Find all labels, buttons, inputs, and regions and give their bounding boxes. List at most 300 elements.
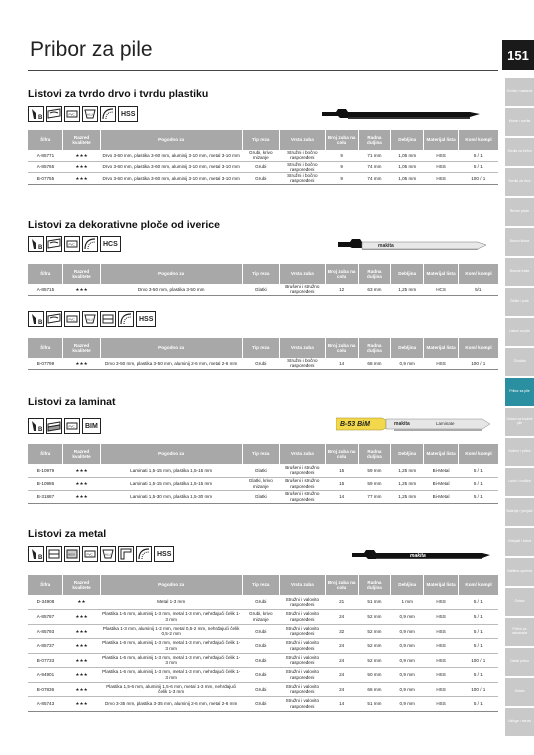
laminate-blade-image	[336, 414, 492, 434]
svg-text:makita: makita	[378, 243, 394, 249]
table-cell: Laminati 1,5-30 mm, plastika 1,5-30 mm	[100, 490, 242, 503]
table-cell: Stružni i valovito raspoređeni	[279, 682, 325, 697]
table-cell: B-10986	[28, 477, 63, 490]
table-cell: 52 mm	[358, 639, 391, 654]
table-cell: Grubi	[242, 173, 279, 185]
table-cell: 5 / 1	[459, 668, 498, 683]
column-header: Radna duljina	[358, 130, 391, 150]
table-cell: 100 / 1	[459, 358, 498, 369]
table-cell: Stružni i bočno raspoređeni	[279, 173, 325, 185]
table-cell: 1,05 mm	[391, 173, 424, 185]
spec-table-laminate	[28, 444, 498, 504]
table-cell: Drvo 3-50 mm, plastika 3-50 mm, aluminij 2-6 mm, metal 2-6 mm	[100, 358, 242, 369]
side-tab[interactable]: Svrdla za drvo	[505, 168, 534, 196]
table-cell: HSS	[424, 161, 459, 173]
column-header: Šifra	[28, 264, 63, 284]
table-cell: Grubi, krivo mizanje	[242, 610, 279, 625]
table-cell: 52 mm	[358, 653, 391, 668]
material-label: HSS	[136, 311, 156, 327]
spec-table-hardwood	[28, 130, 498, 185]
svg-text:B: B	[38, 320, 43, 326]
svg-text:PVC: PVC	[86, 552, 93, 557]
quality-stars: ★★★	[63, 697, 100, 712]
wood-icon	[46, 311, 62, 327]
b-shank-icon	[28, 546, 44, 562]
table-cell: Stružni i valovito raspoređeni	[279, 610, 325, 625]
column-header: Razred kvalitete	[63, 130, 100, 150]
table-cell: Grubi	[242, 595, 279, 610]
table-cell: Drvo 3-60 mm, plastika 3-60 mm, aluminij 3-10 mm, metal 3-10 mm	[100, 150, 242, 161]
table-cell: 74 mm	[358, 161, 391, 173]
column-header: Razred kvalitete	[63, 264, 100, 284]
table-cell: 5 / 1	[459, 624, 498, 639]
table-cell: 1,05 mm	[391, 150, 424, 161]
table-cell: 0,9 mm	[391, 653, 424, 668]
table-cell: 5 / 1	[459, 150, 498, 161]
table-cell: 9	[325, 161, 358, 173]
table-cell: A-85737	[28, 639, 63, 654]
table-cell: Grubi	[242, 358, 279, 369]
table-cell: 74 mm	[358, 173, 391, 185]
page-number: 151	[502, 40, 534, 70]
table-row	[28, 682, 498, 697]
svg-text:ALU: ALU	[87, 317, 93, 322]
column-header: Pogodno za	[100, 575, 242, 595]
decor-blade-image	[338, 237, 488, 253]
column-header: Šifra	[28, 130, 63, 150]
quality-stars: ★★★	[63, 624, 100, 639]
svg-text:B: B	[38, 427, 43, 433]
side-tab[interactable]: Odvijači / bitovi	[505, 528, 534, 556]
table-cell: Stružni i bočno raspoređeni	[279, 150, 325, 161]
column-header: Razred kvalitete	[63, 338, 100, 358]
table-cell: Grubi	[242, 624, 279, 639]
table-cell: Grubi	[242, 697, 279, 712]
table-cell: 59 mm	[358, 477, 391, 490]
column-header: Broj zuba na colu	[325, 338, 358, 358]
column-header: Kom/ kompl	[459, 338, 498, 358]
column-header: Vrsta zuba	[279, 575, 325, 595]
table-cell: Drvo 3-50 mm, plastika 3-50 mm	[100, 284, 242, 295]
table-row	[28, 358, 498, 369]
table-cell: Laminati 1,5-15 mm, plastika 1,5-15 mm	[100, 464, 242, 477]
table-cell: 24	[325, 639, 358, 654]
side-tab[interactable]: Ostalo	[505, 678, 534, 706]
table-cell: 51 mm	[358, 697, 391, 712]
column-header: Tip reza	[242, 338, 279, 358]
table-cell: Plastika 1-6 mm, aluminij 1-3 mm, metal 1-3 mm, nehrđajući čelik 1-3 mm	[100, 653, 242, 668]
table-cell: 1,25 mm	[391, 284, 424, 295]
quality-stars: ★★★	[63, 284, 100, 295]
material-label: HCS	[100, 236, 121, 252]
quality-stars: ★★★	[63, 477, 100, 490]
svg-text:B: B	[38, 245, 43, 251]
column-header: Šifra	[28, 575, 63, 595]
table-cell: 9	[325, 150, 358, 161]
metal-icon	[46, 546, 62, 562]
plastic-icon	[64, 106, 80, 122]
side-tab[interactable]: Pribor za usisavače	[505, 618, 534, 646]
table-cell: 100 / 1	[459, 173, 498, 185]
profile-icon	[118, 546, 134, 562]
metal-icon	[100, 311, 116, 327]
table-cell: Bi-Metal	[424, 464, 459, 477]
blade-laminate-text: Laminate	[436, 421, 455, 426]
side-tab[interactable]: Krune / svrdla	[505, 108, 534, 136]
svg-text:ALU: ALU	[87, 112, 93, 117]
side-tab[interactable]: Baterije / punjači	[505, 498, 534, 526]
svg-text:ALU: ALU	[105, 552, 111, 557]
quality-stars: ★★★	[63, 490, 100, 503]
side-tab[interactable]: Svrdla / nastavci	[505, 78, 534, 106]
table-cell: Grubi, krivo mizanje	[242, 150, 279, 161]
svg-text:INOX: INOX	[68, 552, 75, 557]
table-row	[28, 464, 498, 477]
quality-stars: ★★★	[63, 358, 100, 369]
table-cell: HSS	[424, 624, 459, 639]
table-cell: Glatki	[242, 490, 279, 503]
plastic-icon	[82, 546, 98, 562]
side-tab[interactable]: Zaštitna oprema	[505, 558, 534, 586]
column-header: Materijal lista	[424, 264, 459, 284]
metal-blade-image	[352, 547, 492, 563]
table-cell: 15	[325, 464, 358, 477]
table-cell: HSS	[424, 173, 459, 185]
column-header: Tip reza	[242, 264, 279, 284]
plastic-icon	[64, 311, 80, 327]
svg-text:makita: makita	[394, 421, 410, 427]
quality-stars: ★★★	[63, 682, 100, 697]
side-tab[interactable]: Rezne ploče	[505, 198, 534, 226]
table-cell: 24	[325, 653, 358, 668]
column-header: Radna duljina	[358, 444, 391, 464]
table-cell: 1,25 mm	[391, 490, 424, 503]
column-header: Pogodno za	[100, 338, 242, 358]
table-cell: Grubi	[242, 653, 279, 668]
table-row	[28, 161, 498, 173]
column-header: Vrsta zuba	[279, 130, 325, 150]
table-cell: A-85715	[28, 284, 63, 295]
table-cell: Stružni i bočno raspoređeni	[279, 161, 325, 173]
table-cell: B-07755	[28, 173, 63, 185]
table-cell: 32	[325, 624, 358, 639]
table-cell: Metal 1-3 mm	[100, 595, 242, 610]
table-cell: 5 / 1	[459, 161, 498, 173]
table-cell: 14	[325, 697, 358, 712]
table-cell: 0,9 mm	[391, 624, 424, 639]
quality-stars: ★★★	[63, 668, 100, 683]
column-header: Kom/ kompl	[459, 130, 498, 150]
table-cell: Stružni i valovito raspoređeni	[279, 624, 325, 639]
table-cell: B-31887	[28, 490, 63, 503]
plastic-icon	[64, 236, 80, 252]
table-cell: 24	[325, 610, 358, 625]
quality-stars: ★★	[63, 595, 100, 610]
icon-row-decor-hss	[28, 311, 156, 327]
material-label: HSS	[118, 106, 138, 122]
table-cell: HSS	[424, 610, 459, 625]
column-header: Radna duljina	[358, 264, 391, 284]
table-cell: Bi-Metal	[424, 490, 459, 503]
table-cell: HSS	[424, 697, 459, 712]
material-label: BIM	[82, 418, 101, 434]
side-tab[interactable]: Svrdla za beton	[505, 138, 534, 166]
column-header: Broj zuba na colu	[325, 130, 358, 150]
column-header: Materijal lista	[424, 338, 459, 358]
column-header: Kom/ kompl	[459, 264, 498, 284]
side-tab[interactable]: Usluge / servis	[505, 708, 534, 736]
table-cell: Glatki, krivo mizanje	[242, 477, 279, 490]
table-cell: 51 mm	[358, 595, 391, 610]
table-row	[28, 668, 498, 683]
table-row	[28, 624, 498, 639]
quality-stars: ★★★	[63, 173, 100, 185]
table-cell: 52 mm	[358, 624, 391, 639]
table-cell: Laminati 1,5-15 mm, plastika 1,5-15 mm	[100, 477, 242, 490]
table-cell: Drvo 3-35 mm, plastika 3-35 mm, aluminij 2-6 mm, metal 2-6 mm	[100, 697, 242, 712]
table-cell: HSS	[424, 595, 459, 610]
quality-stars: ★★★	[63, 464, 100, 477]
column-header: Debljina	[391, 264, 424, 284]
table-cell: 21	[325, 595, 358, 610]
quality-stars: ★★★	[63, 150, 100, 161]
material-label: HSS	[154, 546, 174, 562]
table-cell: 0,9 mm	[391, 610, 424, 625]
column-header: Šifra	[28, 444, 63, 464]
table-cell: Grubi	[242, 639, 279, 654]
table-cell: A-85787	[28, 610, 63, 625]
column-header: Materijal lista	[424, 575, 459, 595]
table-row	[28, 595, 498, 610]
table-cell: Brušeni i stružno raspoređeni	[279, 490, 325, 503]
table-row	[28, 639, 498, 654]
table-cell: 50 mm	[358, 668, 391, 683]
column-header: Debljina	[391, 338, 424, 358]
table-cell: 5 / 1	[459, 490, 498, 503]
column-header: Kom/ kompl	[459, 444, 498, 464]
aluminium-icon	[100, 546, 116, 562]
table-cell: 0,9 mm	[391, 668, 424, 683]
table-cell: 14	[325, 358, 358, 369]
table-cell: B-10979	[28, 464, 63, 477]
section-title-hardwood: Listovi za tvrdo drvo i tvrdu plastiku	[28, 88, 209, 100]
column-header: Broj zuba na colu	[325, 444, 358, 464]
side-tab[interactable]: Lanci / vodilice	[505, 468, 534, 496]
table-cell: 77 mm	[358, 490, 391, 503]
table-cell: 0,9 mm	[391, 682, 424, 697]
table-cell: 100 / 1	[459, 682, 498, 697]
b-shank-icon	[28, 311, 44, 327]
table-cell: Stružni i valovito raspoređeni	[279, 639, 325, 654]
column-header: Pogodno za	[100, 130, 242, 150]
curve-cut-icon	[100, 106, 116, 122]
table-cell: 52 mm	[358, 610, 391, 625]
icon-row-hardwood	[28, 106, 138, 122]
quality-stars: ★★★	[63, 639, 100, 654]
laminate-icon	[46, 418, 62, 434]
table-row	[28, 653, 498, 668]
blade-code-text: B-53 BiM	[340, 421, 370, 428]
table-cell: A-85793	[28, 624, 63, 639]
icon-row-metal	[28, 546, 174, 562]
spec-table-decor-hss	[28, 338, 498, 370]
icon-row-decor	[28, 236, 121, 252]
table-cell: 12	[325, 284, 358, 295]
side-tab[interactable]: Ostalo	[505, 588, 534, 616]
table-cell: Brušeni i stružno raspoređeni	[279, 464, 325, 477]
table-cell: 5 / 1	[459, 610, 498, 625]
svg-text:makita: makita	[410, 553, 426, 559]
column-header: Šifra	[28, 338, 63, 358]
section-title-metal: Listovi za metal	[28, 528, 107, 540]
quality-stars: ★★★	[63, 161, 100, 173]
table-cell: Plastika 1-6 mm, aluminij 1-3 mm, metal 1-3 mm, nehrđajući čelik 1-3 mm	[100, 610, 242, 625]
column-header: Razred kvalitete	[63, 575, 100, 595]
curve-cut-icon	[118, 311, 134, 327]
b-shank-icon	[28, 106, 44, 122]
table-row	[28, 477, 498, 490]
column-header: Radna duljina	[358, 575, 391, 595]
column-header: Vrsta zuba	[279, 264, 325, 284]
column-header: Radna duljina	[358, 338, 391, 358]
page-title: Pribor za pile	[30, 38, 153, 61]
table-cell: 0,9 mm	[391, 697, 424, 712]
table-cell: A-85743	[28, 697, 63, 712]
table-cell: 9	[325, 173, 358, 185]
table-cell: 1 mm	[391, 595, 424, 610]
svg-text:PVC: PVC	[68, 317, 75, 322]
table-row	[28, 284, 498, 295]
table-cell: Plastika 1-6 mm, aluminij 1-3 mm, metal 1-3 mm, nehrđajući čelik 1-3 mm	[100, 668, 242, 683]
side-tab[interactable]: Listovi za pile	[505, 318, 534, 346]
table-cell: Stružni i valovito raspoređeni	[279, 697, 325, 712]
table-cell: 15	[325, 477, 358, 490]
table-cell: A-85765	[28, 161, 63, 173]
table-cell: Stružni i valovito raspoređeni	[279, 653, 325, 668]
table-cell: A-85771	[28, 150, 63, 161]
table-cell: Stružni i bočno raspoređeni	[279, 358, 325, 369]
table-cell: B-07836	[28, 682, 63, 697]
table-row	[28, 610, 498, 625]
column-header: Razred kvalitete	[63, 444, 100, 464]
table-cell: 63 mm	[358, 284, 391, 295]
side-tab[interactable]: Glodala	[505, 348, 534, 376]
svg-text:B: B	[38, 555, 43, 561]
side-tab[interactable]: Noževi / pribor	[505, 438, 534, 466]
column-header: Vrsta zuba	[279, 444, 325, 464]
table-cell: 5 / 1	[459, 639, 498, 654]
table-cell: 5/1	[459, 284, 498, 295]
table-cell: 68 mm	[358, 358, 391, 369]
aluminium-icon	[82, 311, 98, 327]
curve-cut-icon	[136, 546, 152, 562]
table-cell: 24	[325, 682, 358, 697]
side-tab[interactable]: Pribor za pile	[505, 378, 534, 406]
svg-text:B: B	[38, 115, 43, 121]
table-cell: HSS	[424, 358, 459, 369]
curve-cut-icon	[82, 236, 98, 252]
column-header: Pogodno za	[100, 264, 242, 284]
table-cell: HCS	[424, 284, 459, 295]
table-cell: 66 mm	[358, 682, 391, 697]
table-cell: Glatki	[242, 464, 279, 477]
column-header: Broj zuba na colu	[325, 575, 358, 595]
table-cell: Plastika 1,5-6 mm, aluminij 1,5-6 mm, metal 1-3 mm, nehrđajući čelik 1-3 mm	[100, 682, 242, 697]
table-cell: 100 / 1	[459, 653, 498, 668]
table-cell: 71 mm	[358, 150, 391, 161]
column-header: Debljina	[391, 130, 424, 150]
table-cell: 0,9 mm	[391, 358, 424, 369]
table-cell: D-34908	[28, 595, 63, 610]
table-cell: Glatki	[242, 284, 279, 295]
side-tab[interactable]: Listovi za kružne pile	[505, 408, 534, 436]
table-cell: Stružni i valovito raspoređeni	[279, 668, 325, 683]
column-header: Tip reza	[242, 130, 279, 150]
table-row	[28, 173, 498, 185]
quality-stars: ★★★	[63, 653, 100, 668]
table-cell: Grubi	[242, 682, 279, 697]
column-header: Materijal lista	[424, 130, 459, 150]
spec-table-metal	[28, 575, 498, 712]
table-cell: 5 / 1	[459, 595, 498, 610]
table-cell: Drvo 3-60 mm, plastika 3-60 mm, aluminij 3-10 mm, metal 3-10 mm	[100, 173, 242, 185]
hardwood-blade-image	[322, 106, 482, 122]
column-header: Vrsta zuba	[279, 338, 325, 358]
spec-table-decor-hcs	[28, 264, 498, 296]
table-row	[28, 490, 498, 503]
table-cell: HSS	[424, 653, 459, 668]
table-cell: Grubi	[242, 668, 279, 683]
table-cell: Brušeni i stružno raspoređeni	[279, 284, 325, 295]
side-tab[interactable]: Četke / polir	[505, 288, 534, 316]
table-cell: A-94901	[28, 668, 63, 683]
table-cell: Stružni i valovito raspoređeni	[279, 595, 325, 610]
b-shank-icon	[28, 236, 44, 252]
title-divider	[28, 70, 498, 71]
column-header: Kom/ kompl	[459, 575, 498, 595]
wood-icon	[46, 236, 62, 252]
table-cell: 24	[325, 668, 358, 683]
table-cell: HSS	[424, 682, 459, 697]
table-cell: 1,05 mm	[391, 161, 424, 173]
icon-row-laminate	[28, 418, 101, 434]
column-header: Broj zuba na colu	[325, 264, 358, 284]
table-cell: 1,25 mm	[391, 464, 424, 477]
table-cell: Grubi	[242, 161, 279, 173]
table-cell: 14	[325, 490, 358, 503]
table-cell: HSS	[424, 150, 459, 161]
table-cell: Drvo 3-60 mm, plastika 3-60 mm, aluminij 3-10 mm, metal 3-10 mm	[100, 161, 242, 173]
section-title-decor: Listovi za dekorativne ploče od iverice	[28, 219, 220, 231]
quality-stars: ★★★	[63, 610, 100, 625]
table-row	[28, 150, 498, 161]
table-cell: Plastika 1-6 mm, aluminij 1-3 mm, metal 1-3 mm, nehrđajući čelik 1-3 mm	[100, 639, 242, 654]
svg-text:PVC: PVC	[68, 424, 75, 429]
table-cell: 1,25 mm	[391, 477, 424, 490]
table-cell: B-07733	[28, 653, 63, 668]
wood-icon	[46, 106, 62, 122]
table-row	[28, 697, 498, 712]
side-tab[interactable]: Ostali pribor	[505, 648, 534, 676]
svg-text:PVC: PVC	[68, 242, 75, 247]
column-header: Tip reza	[242, 575, 279, 595]
side-tab[interactable]: Brusni listovi	[505, 228, 534, 256]
column-header: Pogodno za	[100, 444, 242, 464]
section-title-laminate: Listovi za laminat	[28, 396, 116, 408]
table-cell: Brušeni i stružno raspoređeni	[279, 477, 325, 490]
aluminium-icon	[82, 106, 98, 122]
side-tab[interactable]: Brusne trake	[505, 258, 534, 286]
